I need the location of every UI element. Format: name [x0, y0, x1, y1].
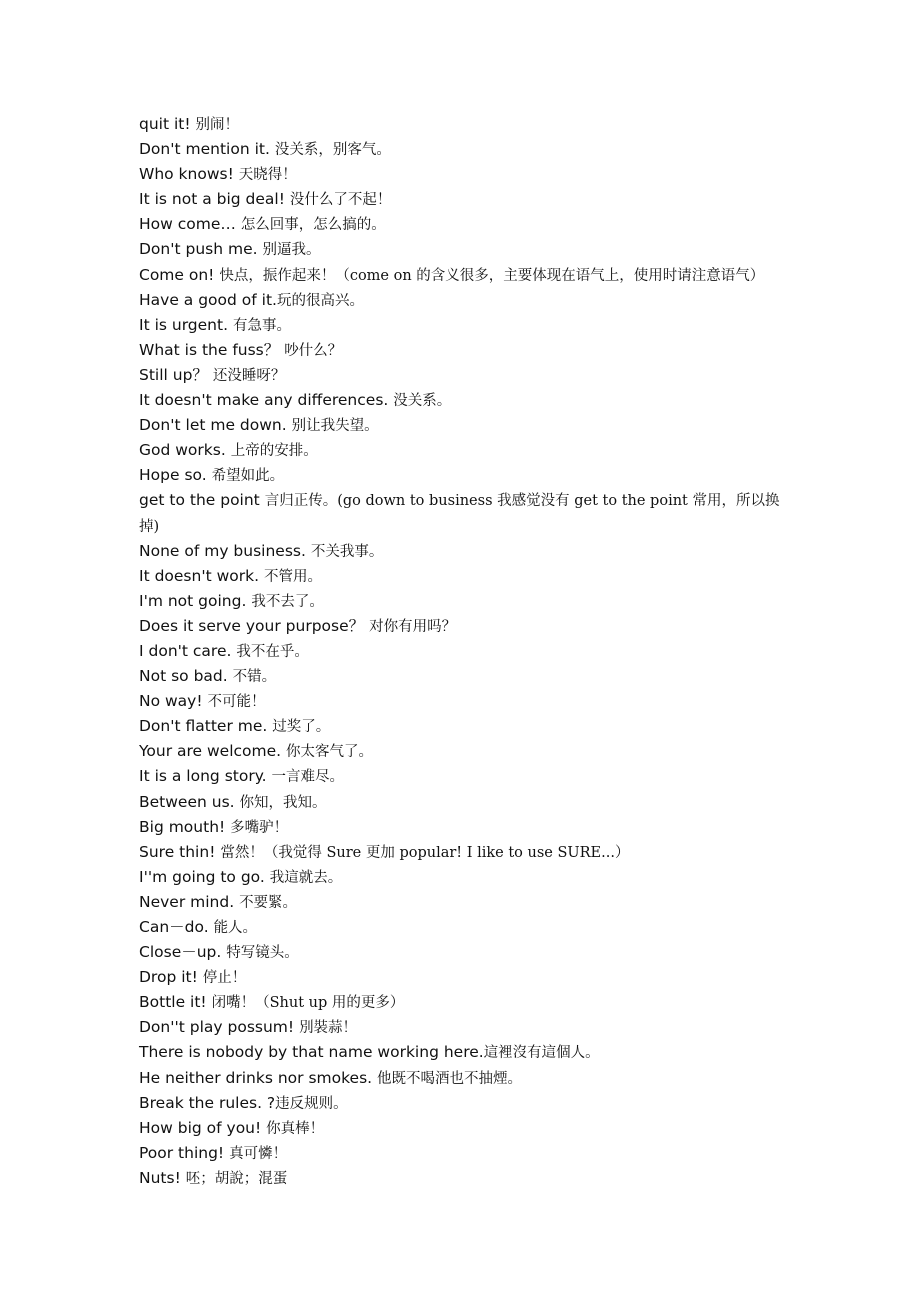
- phrase-chinese: 对你有用吗？: [369, 618, 457, 635]
- phrase-english: Break the rules. ?: [139, 1093, 276, 1112]
- phrase-line: [139, 689, 794, 714]
- phrase-line: [139, 212, 794, 237]
- phrase-chinese: 不管用。: [263, 568, 322, 585]
- phrase-english: Big mouth!: [139, 817, 231, 836]
- phrase-english: I don't care.: [139, 641, 237, 660]
- phrase-line: [139, 1141, 794, 1166]
- phrase-line: [139, 790, 794, 815]
- phrase-english: I''m going to go.: [139, 867, 270, 886]
- phrase-line: [139, 915, 794, 940]
- phrase-english: Does it serve your purpose？: [139, 616, 370, 635]
- phrase-chinese: 多嘴驴！: [230, 819, 289, 836]
- phrase-chinese: 我不在乎。: [236, 643, 309, 660]
- phrase-line: [139, 1116, 794, 1141]
- phrase-chinese: 吵什么？: [284, 342, 343, 359]
- phrase-english: Sure thin!: [139, 842, 221, 861]
- phrase-chinese: 停止！: [202, 970, 247, 987]
- phrase-english: Don''t play possum!: [139, 1018, 300, 1037]
- phrase-english: quit it!: [139, 115, 196, 133]
- phrase-english: He neither drinks nor smokes.: [139, 1068, 377, 1087]
- phrase-line: [139, 463, 794, 488]
- phrase-english: Nuts!: [139, 1168, 186, 1187]
- phrase-english: Can－do.: [139, 918, 214, 936]
- phrase-chinese: 不错。: [232, 669, 277, 686]
- phrase-english: Who knows!: [139, 165, 239, 184]
- phrase-chinese: 没关系。: [393, 393, 452, 410]
- phrase-line: [139, 488, 794, 538]
- phrase-chinese: 真可憐！: [229, 1145, 288, 1162]
- phrase-chinese: 违反规则。: [275, 1095, 348, 1112]
- phrase-chinese: 还没睡呀？: [212, 367, 286, 384]
- phrase-chinese: 玩的很高兴。: [276, 292, 364, 309]
- phrase-line: [139, 413, 794, 438]
- phrase-english: Close－up.: [139, 943, 227, 962]
- phrase-chinese: 过奖了。: [272, 719, 331, 736]
- phrase-line: [139, 739, 794, 764]
- phrase-line: [139, 1040, 794, 1065]
- phrase-english: It is urgent.: [139, 315, 233, 334]
- phrase-line: [139, 965, 794, 990]
- phrase-line: [139, 539, 794, 564]
- phrase-english: There is nobody by that name working here.: [139, 1043, 484, 1062]
- phrase-english: Never mind.: [139, 892, 240, 911]
- phrase-chinese: 我不去了。: [251, 593, 324, 610]
- phrase-english: How come…: [139, 215, 241, 234]
- phrase-line: [139, 815, 794, 840]
- phrase-line: [139, 313, 794, 338]
- phrase-chinese: 能人。: [213, 920, 258, 936]
- phrase-line: [139, 764, 794, 789]
- phrase-english: Have a good of it.: [139, 290, 277, 309]
- phrase-line: [139, 1166, 794, 1191]
- phrase-chinese: 你真棒！: [266, 1120, 325, 1137]
- phrase-english: I'm not going.: [139, 591, 252, 610]
- phrase-line: [139, 112, 794, 137]
- phrase-english: Your are welcome.: [139, 742, 287, 761]
- phrase-english: Don't mention it.: [139, 140, 275, 159]
- phrase-chinese: 特写镜头。: [226, 945, 299, 962]
- phrase-line: [139, 890, 794, 915]
- phrase-chinese: 一言难尽。: [271, 769, 345, 786]
- phrase-english: Hope so.: [139, 466, 212, 485]
- phrase-chinese: 別裝蒜！: [299, 1020, 358, 1037]
- phrase-english: Don't push me.: [139, 240, 263, 259]
- phrase-line: [139, 1015, 794, 1040]
- phrase-line: [139, 664, 794, 689]
- phrase-line: [139, 865, 794, 890]
- phrase-chinese: 言归正传。(go down to business 我感觉没有 get to the point 常用，所以换掉): [139, 493, 780, 535]
- phrase-chinese: 没什么了不起！: [289, 192, 392, 209]
- phrase-line: [139, 263, 794, 288]
- phrase-english: It doesn't make any differences.: [139, 391, 394, 410]
- phrase-chinese: 天晓得！: [238, 167, 297, 184]
- phrase-chinese: 希望如此。: [211, 468, 285, 485]
- phrase-english: It is not a big deal!: [139, 190, 290, 209]
- phrase-english: No way!: [139, 692, 208, 711]
- phrase-english: Don't let me down.: [139, 416, 292, 435]
- phrase-english: God works.: [139, 441, 231, 460]
- phrase-chinese: 快点，振作起来！（come on 的含义很多，主要体现在语气上，使用时请注意语气）: [219, 267, 765, 284]
- phrase-chinese: 不可能！: [207, 694, 266, 711]
- phrase-line: [139, 338, 794, 363]
- phrase-english: What is the fuss？: [139, 340, 285, 359]
- phrase-line: [139, 363, 794, 388]
- phrase-english: None of my business.: [139, 541, 311, 560]
- phrase-english: Poor thing!: [139, 1143, 230, 1162]
- phrase-line: [139, 940, 794, 965]
- phrase-line: [139, 237, 794, 262]
- phrase-chinese: 怎么回事，怎么搞的。: [240, 217, 386, 234]
- phrase-english: get to the point: [139, 491, 265, 510]
- phrase-english: Still up？: [139, 365, 213, 384]
- phrase-chinese: 我這就去。: [269, 869, 343, 886]
- phrase-english: Don't flatter me.: [139, 717, 273, 736]
- phrase-line: [139, 614, 794, 639]
- phrase-chinese: 闭嘴！（Shut up 用的更多）: [211, 995, 405, 1012]
- phrase-list: [139, 112, 794, 1191]
- phrase-english: How big of you!: [139, 1118, 267, 1137]
- phrase-line: [139, 990, 794, 1015]
- phrase-chinese: 你知，我知。: [239, 794, 327, 811]
- phrase-line: [139, 840, 794, 865]
- phrase-english: Drop it!: [139, 968, 203, 987]
- phrase-chinese: 當然！（我觉得 Sure 更加 popular! I like to use SURE...）: [220, 844, 630, 861]
- phrase-chinese: 别逼我。: [262, 242, 321, 259]
- phrase-chinese: 呸；胡說；混蛋: [185, 1170, 288, 1187]
- phrase-line: [139, 162, 794, 187]
- phrase-line: [139, 388, 794, 413]
- phrase-chinese: 他既不喝酒也不抽煙。: [377, 1070, 522, 1087]
- phrase-chinese: 别闹！: [195, 117, 239, 133]
- phrase-chinese: 上帝的安排。: [230, 443, 318, 460]
- phrase-line: [139, 639, 794, 664]
- phrase-english: Between us.: [139, 792, 240, 811]
- phrase-line: [139, 187, 794, 212]
- phrase-chinese: 别让我失望。: [291, 418, 379, 435]
- phrase-chinese: 不关我事。: [310, 543, 384, 560]
- phrase-line: [139, 438, 794, 463]
- phrase-line: [139, 564, 794, 589]
- phrase-english: It is a long story.: [139, 767, 272, 786]
- phrase-english: It doesn't work.: [139, 566, 264, 585]
- phrase-chinese: 有急事。: [232, 317, 291, 334]
- phrase-chinese: 這裡沒有這個人。: [483, 1045, 600, 1062]
- phrase-line: [139, 137, 794, 162]
- phrase-chinese: 没关系，别客气。: [274, 142, 391, 159]
- phrase-english: Come on!: [139, 265, 220, 284]
- phrase-line: [139, 288, 794, 313]
- phrase-line: [139, 1091, 794, 1116]
- phrase-english: Not so bad.: [139, 667, 233, 686]
- phrase-chinese: 不要緊。: [239, 894, 298, 911]
- phrase-line: [139, 714, 794, 739]
- phrase-line: [139, 589, 794, 614]
- phrase-english: Bottle it!: [139, 993, 212, 1012]
- phrase-line: [139, 1066, 794, 1091]
- phrase-chinese: 你太客气了。: [286, 744, 374, 761]
